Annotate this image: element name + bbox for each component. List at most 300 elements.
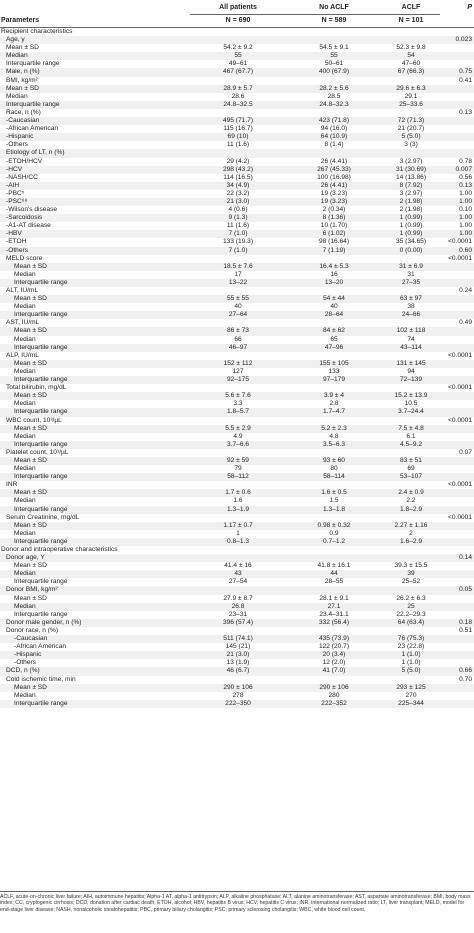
p-value-cell: 0.56: [459, 173, 472, 181]
table-row: [0, 643, 474, 651]
row-label-cell: -Caucasian: [0, 635, 190, 643]
p-value-cell: [440, 141, 474, 149]
row-label-cell: -NASH/CC: [6, 173, 38, 181]
no-aclf-cell: [286, 319, 382, 327]
p-value-cell: <0.0001: [447, 513, 472, 521]
no-aclf-cell: 6 (1.02): [286, 230, 382, 238]
row-label-cell: -Hispanic: [0, 651, 190, 659]
aclf-cell: [382, 627, 440, 635]
row-label-cell: -African American: [6, 125, 59, 133]
aclf-cell: 2: [409, 529, 413, 537]
header-all-patients: All patients: [190, 0, 286, 15]
all-patients-cell: [190, 287, 286, 295]
p-value-cell: [440, 465, 474, 473]
no-aclf-cell: 41 (7.0): [286, 667, 382, 675]
no-aclf-cell: [286, 481, 382, 489]
table-row: [0, 182, 474, 190]
all-patients-cell: 13 (1.9): [226, 659, 250, 667]
all-patients-cell: 1: [236, 529, 240, 537]
row-label-cell: Race, n (%): [6, 108, 41, 116]
p-value-cell: [440, 295, 474, 303]
aclf-cell: 2.27 ± 1.16: [382, 522, 440, 530]
no-aclf-cell: 332 (56.4): [286, 619, 382, 627]
p-value-cell: [440, 635, 474, 643]
aclf-cell: [382, 546, 440, 554]
row-label-cell: Median: [14, 335, 36, 343]
aclf-cell: 10.5: [404, 400, 418, 408]
no-aclf-cell: [286, 586, 382, 594]
table-row: [0, 433, 474, 441]
table-row: [0, 417, 474, 425]
p-value-cell: 0.10: [459, 206, 472, 214]
no-aclf-cell: 41.8 ± 16.1: [317, 562, 351, 570]
aclf-cell: 27–35: [382, 279, 440, 287]
table-row: [0, 141, 474, 149]
all-patients-cell: 9 (1.3): [190, 214, 286, 222]
row-label-cell: Median: [14, 400, 36, 408]
aclf-cell: [382, 28, 440, 37]
p-value-cell: 0.75: [440, 68, 474, 76]
row-label-cell: Median: [14, 691, 36, 699]
aclf-cell: 3.7–24.4: [382, 408, 440, 416]
p-value-cell: 0.24: [459, 287, 472, 294]
table-row: [0, 408, 474, 416]
p-value-cell: [440, 279, 474, 287]
table-row: [0, 619, 474, 627]
p-value-cell: [440, 530, 474, 538]
all-patients-cell: 46–97: [190, 344, 286, 352]
no-aclf-cell: 435 (73.9): [286, 635, 382, 643]
p-value-cell: [440, 311, 474, 319]
no-aclf-cell: 64 (10.9): [286, 133, 382, 141]
aclf-cell: [382, 417, 440, 425]
all-patients-cell: [190, 319, 286, 327]
p-value-cell: 0.41: [459, 76, 472, 84]
aclf-cell: 1 (1.0): [401, 659, 421, 667]
aclf-cell: 0 (0.00): [382, 247, 440, 255]
row-label-cell: Median: [0, 52, 190, 60]
table-row: [0, 85, 474, 93]
p-value-cell: [440, 44, 474, 52]
all-patients-cell: 21 (3.0): [190, 651, 286, 659]
table-row: [0, 271, 474, 279]
aclf-cell: 1 (0.99): [399, 222, 423, 230]
aclf-cell: 43–114: [382, 344, 440, 352]
table-row: [0, 595, 474, 603]
aclf-cell: 8 (7.92): [382, 182, 440, 190]
all-patients-cell: [190, 676, 286, 684]
aclf-cell: [382, 36, 440, 44]
aclf-cell: 15.2 ± 13.9: [382, 392, 440, 400]
aclf-cell: 225–344: [382, 700, 440, 708]
table-row: [0, 586, 474, 594]
row-label-cell: Platelet count, 10³/µL: [6, 448, 69, 456]
table-row: [0, 376, 474, 384]
aclf-cell: 64 (63.4): [382, 619, 440, 627]
aclf-cell: 131 ± 145: [382, 360, 440, 368]
row-label-cell: Cold ischemic time, min: [6, 675, 76, 683]
no-aclf-cell: 13–20: [286, 279, 382, 287]
p-value-cell: [440, 263, 474, 271]
no-aclf-cell: 1.6 ± 0.5: [286, 489, 382, 497]
table-footnote: ACLF, acute-on-chronic liver failure; AIH, autoimmune hepatitis; Alpha-1 AT, alpha-1 antitrypsin; ALP, alkaline phosphatase; ALT, alanine aminotransferase; AST, aspartate aminotransferase; BMI, body mass index; CC, cryptogenic cirrhosis; DCD, donation after cardiac death; ETOH, alcohol; HBV, hepatitis B virus; HCV, hepatitis C virus; INR, international normalized ratio; LT, liver transplant; MELD, model for end-stage liver disease; NASH, nonalcoholic steatohepatitis; PBC, primary biliary cholangitis; PSC, primary sclerosing cholangitis; WBC, white blood cell count.: [0, 891, 474, 913]
p-value-cell: <0.0001: [447, 384, 472, 392]
p-value-cell: [440, 651, 474, 659]
aclf-cell: 52.3 ± 9.8: [396, 44, 426, 52]
table-row: [0, 554, 474, 562]
row-label-cell: Mean ± SD: [0, 295, 190, 303]
no-aclf-cell: 24.8–32.3: [286, 101, 382, 109]
row-label-cell: Male, n (%): [0, 68, 190, 76]
p-value-cell: [440, 457, 474, 465]
p-value-cell: 0.13: [459, 108, 472, 116]
table-row: [0, 684, 474, 692]
p-value-cell: [440, 93, 474, 101]
aclf-cell: 74: [407, 335, 415, 343]
p-value-cell: [440, 700, 474, 708]
all-patients-cell: [190, 481, 286, 489]
no-aclf-cell: 16.4 ± 5.3: [286, 263, 382, 271]
no-aclf-cell: [286, 546, 382, 554]
p-value-cell: [440, 546, 474, 554]
p-value-cell: <0.0001: [447, 416, 472, 424]
row-label-cell: Serum Creatinine, mg/dL: [6, 513, 80, 521]
no-aclf-cell: [286, 28, 382, 37]
all-patients-cell: 145 (21): [225, 643, 251, 651]
all-patients-cell: [190, 255, 286, 263]
table-row: [0, 441, 474, 449]
no-aclf-cell: 3.5–6.3: [286, 441, 382, 449]
row-label-cell: Interquartile range: [0, 473, 190, 481]
p-value-cell: [440, 692, 474, 700]
row-label-cell: Mean ± SD: [0, 457, 190, 465]
p-value-cell: 0.49: [459, 319, 472, 327]
aclf-cell: 21 (20.7): [397, 125, 425, 133]
aclf-cell: [382, 287, 440, 295]
table-row: [0, 125, 474, 133]
table-row: [0, 497, 474, 505]
all-patients-cell: 133 (19.3): [222, 238, 254, 246]
all-patients-cell: 11 (1.6): [226, 141, 250, 149]
p-value-cell: [440, 85, 474, 93]
aclf-cell: 31 (30.69): [382, 166, 440, 174]
all-patients-cell: 5.6 ± 7.6: [190, 392, 286, 400]
p-value-cell: [440, 149, 474, 157]
table-row: [0, 522, 474, 530]
no-aclf-cell: 423 (71.8): [286, 117, 382, 125]
aclf-cell: [382, 109, 440, 117]
table-row: [0, 68, 474, 76]
aclf-cell: [382, 676, 440, 684]
all-patients-cell: 290 ± 106: [190, 684, 286, 692]
no-aclf-cell: 47–96: [286, 344, 382, 352]
row-label-cell: Donor BMI, kg/m²: [0, 586, 190, 594]
no-aclf-cell: 40: [330, 303, 338, 311]
aclf-cell: [382, 255, 440, 263]
p-value-cell: 1.00: [440, 230, 474, 238]
all-patients-cell: 511 (74.1): [190, 635, 286, 643]
p-value-cell: [440, 133, 474, 141]
row-label-cell: Interquartile range: [0, 101, 190, 109]
no-aclf-cell: [286, 352, 382, 360]
table-body: [0, 28, 474, 708]
no-aclf-cell: [286, 514, 382, 522]
table-row: [0, 457, 474, 465]
table-row: [0, 93, 474, 101]
table-row: [0, 28, 474, 37]
no-aclf-cell: [286, 554, 382, 562]
all-patients-cell: 27.9 ± 8.7: [223, 594, 253, 602]
all-patients-cell: 3.3: [233, 400, 243, 408]
row-label-cell: Interquartile range: [0, 408, 190, 416]
aclf-cell: 4.5–9.2: [382, 441, 440, 449]
no-aclf-cell: 55: [286, 52, 382, 60]
row-label-cell: ALP, IU/mL: [6, 351, 39, 359]
aclf-cell: 69: [407, 465, 415, 473]
row-label-cell: -Others: [6, 141, 28, 149]
aclf-cell: 22.2–29.3: [396, 610, 426, 618]
all-patients-cell: 1.8–5.7: [190, 408, 286, 416]
aclf-cell: 1.8–2.9: [382, 506, 440, 514]
all-patients-cell: [190, 417, 286, 425]
all-patients-cell: 21 (3.0): [190, 198, 286, 206]
aclf-cell: 63 ± 97: [382, 295, 440, 303]
no-aclf-cell: 267 (45.33): [286, 166, 382, 174]
aclf-cell: 25–52: [401, 578, 421, 586]
no-aclf-cell: [286, 149, 382, 157]
row-label-cell: Interquartile range: [0, 311, 190, 319]
no-aclf-cell: 80: [330, 465, 338, 473]
table-row: [0, 336, 474, 344]
no-aclf-cell: 26 (4.41): [286, 182, 382, 190]
row-label-cell: -HCV: [0, 166, 190, 174]
aclf-cell: 23 (22.8): [397, 643, 425, 651]
no-aclf-cell: 44: [286, 570, 382, 578]
p-value-cell: [440, 60, 474, 68]
aclf-cell: 35 (34.65): [395, 238, 427, 246]
p-value-cell: 0.51: [459, 626, 472, 634]
p-value-cell: 0.66: [440, 667, 474, 675]
aclf-cell: 6.1: [406, 432, 416, 440]
table-row: [0, 255, 474, 263]
no-aclf-cell: 28–64: [286, 311, 382, 319]
no-aclf-cell: 122 (20.7): [318, 643, 350, 651]
all-patients-cell: 11 (1.6): [226, 222, 250, 230]
all-patients-cell: 24.8–32.5: [190, 101, 286, 109]
row-label-cell: Median: [14, 497, 36, 505]
all-patients-cell: 1.3–1.9: [190, 506, 286, 514]
all-patients-cell: [190, 514, 286, 522]
no-aclf-cell: 19 (3.23): [320, 189, 348, 197]
row-label-cell: ALT, IU/mL: [6, 287, 39, 294]
table-row: [0, 627, 474, 635]
row-label-cell: AST, IU/mL: [6, 319, 40, 327]
table-row: [0, 174, 474, 182]
row-label-cell: -PBC⁵: [6, 189, 25, 197]
p-value-cell: 1.00: [440, 214, 474, 222]
row-label-cell: Interquartile range: [14, 578, 68, 586]
table-row: [0, 465, 474, 473]
table-row: [0, 425, 474, 433]
aclf-cell: 29.1: [404, 92, 418, 100]
p-value-cell: 0.70: [459, 675, 472, 683]
all-patients-cell: 1.6: [233, 497, 243, 505]
p-value-cell: [440, 125, 474, 133]
no-aclf-cell: 280: [328, 691, 340, 699]
row-label-cell: Median: [14, 465, 36, 473]
all-patients-cell: 22 (3.2): [226, 189, 250, 197]
no-aclf-cell: 8 (1.4): [324, 141, 344, 149]
no-aclf-cell: [286, 417, 382, 425]
no-aclf-cell: 5.2 ± 2.3: [286, 425, 382, 433]
aclf-cell: 39: [382, 570, 440, 578]
all-patients-cell: 298 (43.2): [190, 166, 286, 174]
row-label-cell: Interquartile range: [0, 441, 190, 449]
p-value-cell: [440, 336, 474, 344]
aclf-cell: 5 (5.0): [382, 667, 440, 675]
row-label-cell: Interquartile range: [14, 610, 68, 618]
p-value-cell: [440, 28, 474, 37]
aclf-cell: [382, 149, 440, 157]
p-value-cell: [440, 425, 474, 433]
header-n-aclf: N = 101: [382, 15, 440, 28]
no-aclf-cell: [286, 627, 382, 635]
table-row: [0, 700, 474, 708]
table-row: [0, 562, 474, 570]
aclf-cell: 2 (1.98): [399, 206, 423, 214]
row-label-cell: Median: [14, 367, 36, 375]
no-aclf-cell: [286, 255, 382, 263]
aclf-cell: 31 ± 6.9: [382, 263, 440, 271]
p-value-cell: [440, 101, 474, 109]
table-row: [0, 538, 474, 546]
all-patients-cell: 79: [234, 465, 242, 473]
p-value-cell: <0.0001: [447, 351, 472, 359]
table-row: [0, 506, 474, 514]
aclf-cell: 47–60: [401, 60, 421, 68]
row-label-cell: Donor and intraoperative characteristics: [1, 546, 118, 553]
p-value-cell: 0.07: [459, 448, 472, 456]
all-patients-cell: 49–61: [228, 60, 248, 68]
aclf-cell: 2.2: [406, 497, 416, 505]
p-value-cell: [440, 497, 474, 505]
no-aclf-cell: [286, 109, 382, 117]
all-patients-cell: 1.7 ± 0.6: [190, 489, 286, 497]
table-row: [0, 60, 474, 68]
table-row: [0, 52, 474, 60]
table-row: [0, 44, 474, 52]
all-patients-cell: 29 (4.2): [226, 157, 250, 165]
p-value-cell: [440, 392, 474, 400]
table-row: [0, 570, 474, 578]
aclf-cell: 14 (13.86): [395, 173, 427, 181]
table-row: [0, 158, 474, 166]
p-value-cell: [440, 473, 474, 481]
row-label-cell: Interquartile range: [0, 700, 190, 708]
all-patients-cell: 41.4 ± 16: [224, 562, 252, 570]
table-row: [0, 473, 474, 481]
aclf-cell: 31: [407, 270, 415, 278]
all-patients-cell: [190, 352, 286, 360]
no-aclf-cell: 28.5: [327, 92, 341, 100]
table-row: [0, 692, 474, 700]
row-label-cell: Etiology of LT, n (%): [0, 149, 190, 157]
row-label-cell: -ETOH/HCV: [6, 157, 43, 165]
header-no-aclf: No ACLF: [286, 0, 382, 15]
table-row: [0, 101, 474, 109]
table-row: [0, 327, 474, 335]
all-patients-cell: 4 (0.6): [228, 206, 248, 214]
p-value-cell: 0.023: [440, 36, 474, 44]
table-row: [0, 667, 474, 675]
p-value-cell: [440, 538, 474, 546]
row-label-cell: Interquartile range: [6, 60, 60, 68]
no-aclf-cell: 7 (1.19): [286, 247, 382, 255]
all-patients-cell: 66: [234, 335, 242, 343]
all-patients-cell: 58–112: [190, 473, 286, 481]
no-aclf-cell: 58–114: [286, 473, 382, 481]
no-aclf-cell: 133: [328, 367, 340, 375]
all-patients-cell: 467 (67.7): [190, 68, 286, 76]
row-label-cell: -ETOH: [6, 238, 27, 246]
no-aclf-cell: 20 (3.4): [286, 651, 382, 659]
row-label-cell: Age, y: [0, 36, 190, 44]
row-label-cell: -Others: [0, 247, 190, 255]
no-aclf-cell: [286, 36, 382, 44]
p-value-cell: 0.007: [440, 166, 474, 174]
table-row: [0, 319, 474, 327]
aclf-cell: 94: [407, 367, 415, 375]
row-label-cell: MELD score: [6, 254, 43, 262]
p-value-cell: [440, 595, 474, 603]
row-label-cell: Total bilirubin, mg/dL: [6, 384, 67, 392]
all-patients-cell: 23–31: [228, 610, 248, 618]
p-value-cell: [440, 522, 474, 530]
table-row: [0, 206, 474, 214]
aclf-cell: 29.6 ± 6.3: [382, 85, 440, 93]
p-value-cell: [440, 611, 474, 619]
no-aclf-cell: [286, 449, 382, 457]
row-label-cell: Interquartile range: [0, 376, 190, 384]
p-value-cell: [440, 360, 474, 368]
no-aclf-cell: 54.5 ± 9.1: [319, 44, 349, 52]
row-label-cell: Median: [0, 603, 190, 611]
no-aclf-cell: 12 (2.0): [322, 659, 346, 667]
table-header: [0, 0, 474, 28]
aclf-cell: 25: [382, 603, 440, 611]
no-aclf-cell: 94 (16.0): [320, 125, 348, 133]
table-row: [0, 230, 474, 238]
row-label-cell: Interquartile range: [0, 538, 190, 546]
row-label-cell: Interquartile range: [0, 279, 190, 287]
aclf-cell: 2 (1.98): [382, 198, 440, 206]
all-patients-cell: 92–175: [190, 376, 286, 384]
p-value-cell: 1.00: [459, 189, 472, 197]
table-row: [0, 676, 474, 684]
aclf-cell: [382, 319, 440, 327]
no-aclf-cell: [286, 384, 382, 392]
row-label-cell: Mean ± SD: [14, 562, 47, 570]
aclf-cell: 1.6–2.9: [382, 538, 440, 546]
no-aclf-cell: 100 (16.98): [317, 173, 351, 181]
all-patients-cell: [190, 554, 286, 562]
all-patients-cell: [190, 28, 286, 37]
no-aclf-cell: 28.2 ± 5.6: [286, 85, 382, 93]
header-n-no-aclf: N = 589: [286, 15, 382, 28]
header-parameters: Parameters: [0, 15, 190, 28]
no-aclf-cell: 27.1: [286, 603, 382, 611]
aclf-cell: [382, 554, 440, 562]
